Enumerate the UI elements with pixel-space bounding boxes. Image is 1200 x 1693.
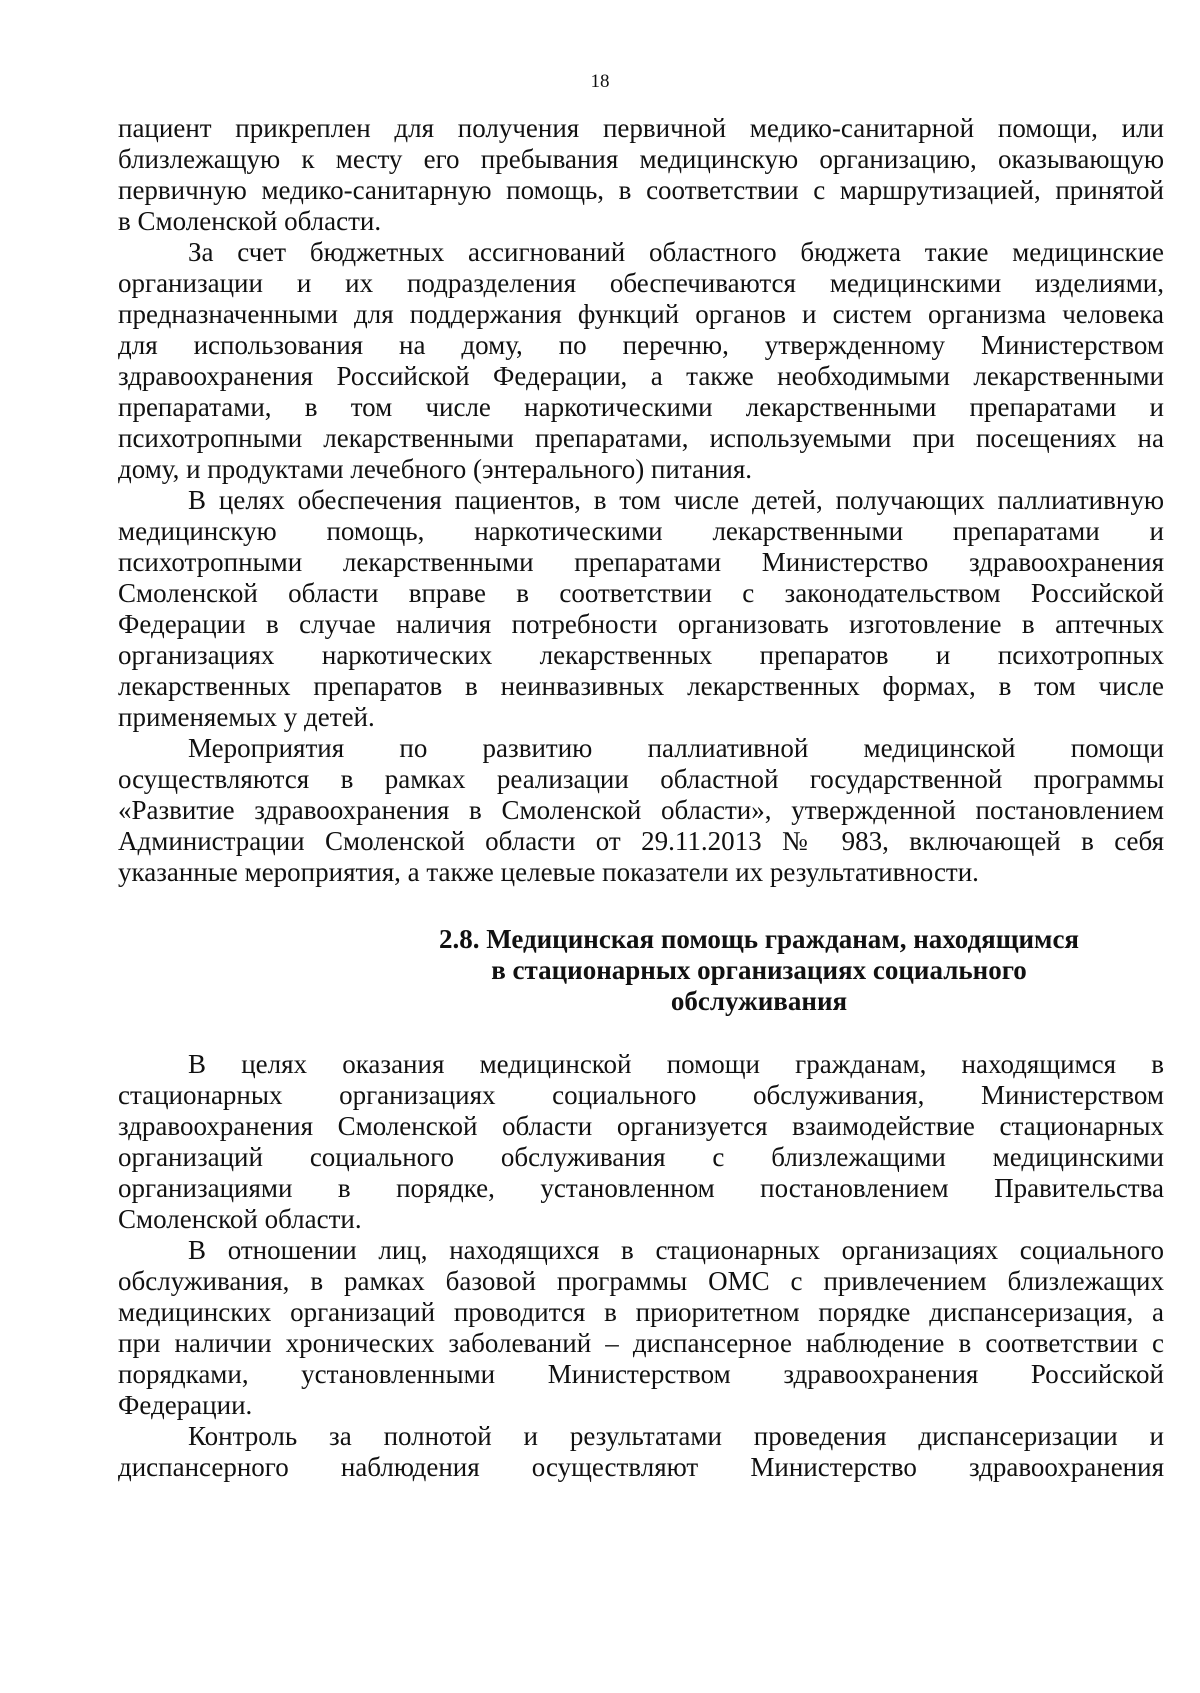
text-line: организациях наркотических лекарственных препаратов и психотропных	[118, 640, 1164, 670]
text-line: Федерации.	[118, 1390, 253, 1420]
text-line: Мероприятия по развитию паллиативной медицинской помощи	[188, 733, 1164, 763]
text-line: «Развитие здравоохранения в Смоленской области», утвержденной постановлением	[118, 795, 1164, 825]
text-line: психотропными лекарственными препаратами, используемыми при посещениях на	[118, 423, 1164, 453]
text-line: В целях обеспечения пациентов, в том числе детей, получающих паллиативную	[188, 485, 1164, 515]
text-line: указанные мероприятия, а также целевые показатели их результативности.	[118, 857, 979, 887]
text-line: В отношении лиц, находящихся в стационарных организациях социального	[188, 1235, 1164, 1265]
heading-line: обслуживания	[670, 986, 848, 1016]
heading-line: 2.8. Медицинская помощь гражданам, находящимся	[438, 924, 1080, 954]
text-line: здравоохранения Смоленской области организуется взаимодействие стационарных	[118, 1111, 1164, 1141]
text-line: медицинскую помощь, наркотическими лекарственными препаратами и	[118, 516, 1164, 546]
body-text-top	[118, 113, 1164, 888]
heading-line: в стационарных организациях социального	[491, 955, 1027, 985]
text-line: организаций социального обслуживания с близлежащими медицинскими	[118, 1142, 1164, 1172]
text-line: применяемых у детей.	[118, 702, 375, 732]
body-text-bottom	[118, 1049, 1164, 1483]
text-line: стационарных организациях социального обслуживания, Министерством	[118, 1080, 1164, 1110]
text-line: психотропными лекарственными препаратами Министерство здравоохранения	[118, 547, 1164, 577]
text-line: порядками, установленными Министерством здравоохранения Российской	[118, 1359, 1164, 1389]
text-line: при наличии хронических заболеваний – диспансерное наблюдение в соответствии с	[118, 1328, 1164, 1358]
text-line: первичную медико-санитарную помощь, в соответствии с маршрутизацией, принятой	[118, 175, 1164, 205]
text-line: Смоленской области.	[118, 1204, 362, 1234]
text-line: предназначенными для поддержания функций органов и систем организма человека	[118, 299, 1164, 329]
text-line: пациент прикреплен для получения первичной медико-санитарной помощи, или	[118, 113, 1164, 143]
text-line: Смоленской области вправе в соответствии с законодательством Российской	[118, 578, 1164, 608]
text-line: близлежащую к месту его пребывания медицинскую организацию, оказывающую	[118, 144, 1164, 174]
text-line: осуществляются в рамках реализации областной государственной программы	[118, 764, 1164, 794]
text-line: Администрации Смоленской области от 29.11.2013 № 983, включающей в себя	[118, 826, 1164, 856]
text-line: Федерации в случае наличия потребности организовать изготовление в аптечных	[118, 609, 1164, 639]
text-line: Контроль за полнотой и результатами проведения диспансеризации и	[188, 1421, 1164, 1451]
text-line: За счет бюджетных ассигнований областного бюджета такие медицинские	[188, 237, 1164, 267]
text-line: В целях оказания медицинской помощи гражданам, находящимся в	[188, 1049, 1164, 1079]
text-line: в Смоленской области.	[118, 206, 382, 236]
text-line: диспансерного наблюдения осуществляют Министерство здравоохранения	[118, 1452, 1164, 1482]
text-line: медицинских организаций проводится в приоритетном порядке диспансеризация, а	[118, 1297, 1164, 1327]
text-line: дому, и продуктами лечебного (энтерального) питания.	[118, 454, 753, 484]
text-line: обслуживания, в рамках базовой программы ОМС с привлечением близлежащих	[118, 1266, 1164, 1296]
text-line: организациями в порядке, установленном постановлением Правительства	[118, 1173, 1164, 1203]
page-number: 18	[590, 71, 610, 92]
text-line: лекарственных препаратов в неинвазивных лекарственных формах, в том числе	[118, 671, 1164, 701]
text-line: для использования на дому, по перечню, утвержденному Министерством	[118, 330, 1164, 360]
text-line: препаратами, в том числе наркотическими лекарственными препаратами и	[118, 392, 1164, 422]
text-line: здравоохранения Российской Федерации, а также необходимыми лекарственными	[118, 361, 1164, 391]
section-heading	[118, 924, 1164, 1017]
text-line: организации и их подразделения обеспечиваются медицинскими изделиями,	[118, 268, 1164, 298]
